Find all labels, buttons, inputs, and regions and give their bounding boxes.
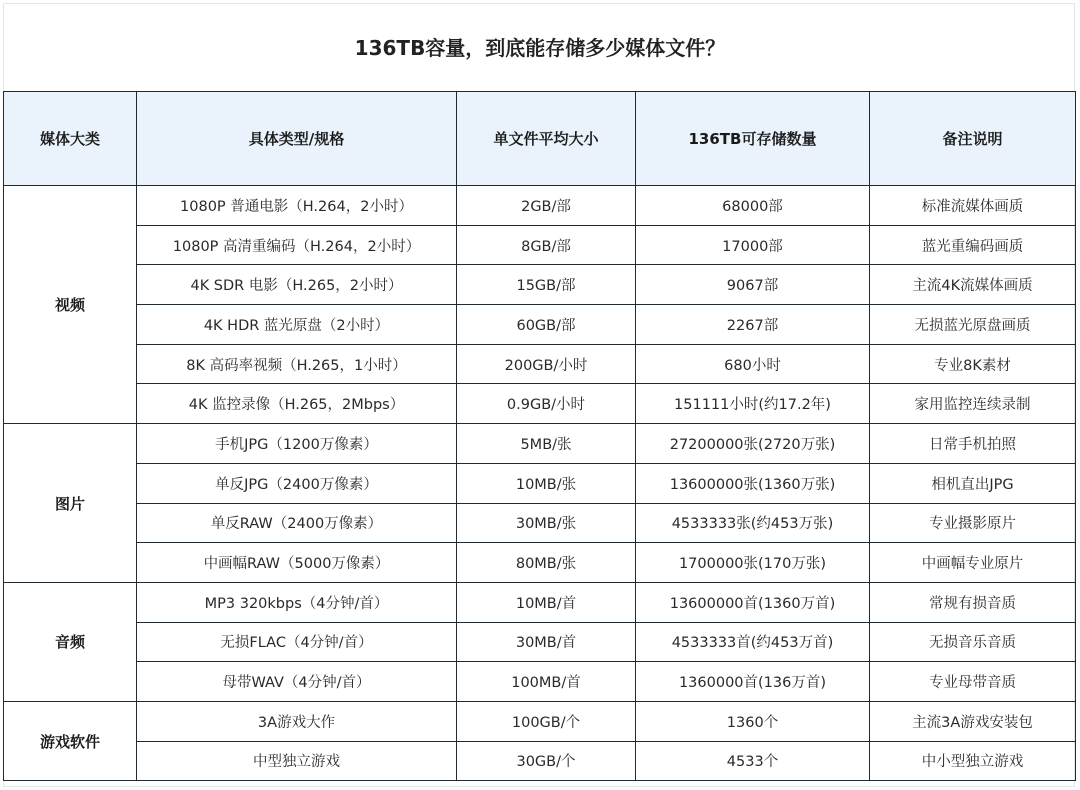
category-cell: 音频 [4, 582, 137, 701]
size-cell: 8GB/部 [457, 225, 636, 265]
type-cell: 4K 监控录像（H.265，2Mbps） [137, 384, 457, 424]
count-cell: 17000部 [636, 225, 870, 265]
table-row [4, 503, 1076, 543]
note-cell: 主流4K流媒体画质 [870, 265, 1076, 305]
header-count: 136TB可存储数量 [636, 92, 870, 186]
note-cell: 无损蓝光原盘画质 [870, 305, 1076, 345]
note-cell: 专业摄影原片 [870, 503, 1076, 543]
size-cell: 200GB/小时 [457, 344, 636, 384]
type-cell: 3A游戏大作 [137, 701, 457, 741]
type-cell: 中画幅RAW（5000万像素） [137, 543, 457, 583]
note-cell: 日常手机拍照 [870, 424, 1076, 464]
table-row [4, 622, 1076, 662]
table-row [4, 344, 1076, 384]
type-cell: 1080P 普通电影（H.264，2小时） [137, 186, 457, 226]
type-cell: 手机JPG（1200万像素） [137, 424, 457, 464]
count-cell: 1360000首(136万首) [636, 662, 870, 702]
size-cell: 60GB/部 [457, 305, 636, 345]
type-cell: 1080P 高清重编码（H.264，2小时） [137, 225, 457, 265]
size-cell: 30MB/首 [457, 622, 636, 662]
type-cell: 单反RAW（2400万像素） [137, 503, 457, 543]
note-cell: 相机直出JPG [870, 463, 1076, 503]
table-row [4, 384, 1076, 424]
type-cell: 4K HDR 蓝光原盘（2小时） [137, 305, 457, 345]
type-cell: 单反JPG（2400万像素） [137, 463, 457, 503]
size-cell: 5MB/张 [457, 424, 636, 464]
count-cell: 13600000张(1360万张) [636, 463, 870, 503]
table-row [4, 186, 1076, 226]
count-cell: 1700000张(170万张) [636, 543, 870, 583]
size-cell: 30GB/个 [457, 741, 636, 781]
note-cell: 专业8K素材 [870, 344, 1076, 384]
note-cell: 中小型独立游戏 [870, 741, 1076, 781]
note-cell: 家用监控连续录制 [870, 384, 1076, 424]
type-cell: 8K 高码率视频（H.265，1小时） [137, 344, 457, 384]
table-row [4, 701, 1076, 741]
type-cell: 4K SDR 电影（H.265，2小时） [137, 265, 457, 305]
table-header-row [4, 92, 1076, 186]
header-size: 单文件平均大小 [457, 92, 636, 186]
size-cell: 15GB/部 [457, 265, 636, 305]
count-cell: 13600000首(1360万首) [636, 582, 870, 622]
table-row [4, 265, 1076, 305]
category-cell: 游戏软件 [4, 701, 137, 780]
table-row [4, 305, 1076, 345]
type-cell: 母带WAV（4分钟/首） [137, 662, 457, 702]
type-cell: 无损FLAC（4分钟/首） [137, 622, 457, 662]
table-row [4, 662, 1076, 702]
note-cell: 专业母带音质 [870, 662, 1076, 702]
table-body [4, 186, 1076, 781]
media-storage-table [3, 91, 1076, 781]
note-cell: 常规有损音质 [870, 582, 1076, 622]
header-type: 具体类型/规格 [137, 92, 457, 186]
size-cell: 100MB/首 [457, 662, 636, 702]
table-row [4, 582, 1076, 622]
note-cell: 无损音乐音质 [870, 622, 1076, 662]
table-row [4, 225, 1076, 265]
type-cell: MP3 320kbps（4分钟/首） [137, 582, 457, 622]
count-cell: 4533个 [636, 741, 870, 781]
size-cell: 0.9GB/小时 [457, 384, 636, 424]
size-cell: 10MB/张 [457, 463, 636, 503]
category-cell: 图片 [4, 424, 137, 583]
size-cell: 80MB/张 [457, 543, 636, 583]
header-note: 备注说明 [870, 92, 1076, 186]
table-row [4, 741, 1076, 781]
size-cell: 30MB/张 [457, 503, 636, 543]
count-cell: 27200000张(2720万张) [636, 424, 870, 464]
type-cell: 中型独立游戏 [137, 741, 457, 781]
count-cell: 680小时 [636, 344, 870, 384]
count-cell: 4533333首(约453万首) [636, 622, 870, 662]
note-cell: 主流3A游戏安装包 [870, 701, 1076, 741]
table-row [4, 543, 1076, 583]
size-cell: 10MB/首 [457, 582, 636, 622]
size-cell: 100GB/个 [457, 701, 636, 741]
table-row [4, 463, 1076, 503]
count-cell: 9067部 [636, 265, 870, 305]
size-cell: 2GB/部 [457, 186, 636, 226]
count-cell: 151111小时(约17.2年) [636, 384, 870, 424]
count-cell: 68000部 [636, 186, 870, 226]
note-cell: 中画幅专业原片 [870, 543, 1076, 583]
count-cell: 1360个 [636, 701, 870, 741]
count-cell: 2267部 [636, 305, 870, 345]
table-row [4, 424, 1076, 464]
note-cell: 蓝光重编码画质 [870, 225, 1076, 265]
header-category: 媒体大类 [4, 92, 137, 186]
count-cell: 4533333张(约453万张) [636, 503, 870, 543]
note-cell: 标准流媒体画质 [870, 186, 1076, 226]
page-title: 136TB容量，到底能存储多少媒体文件？ [354, 35, 726, 60]
category-cell: 视频 [4, 186, 137, 424]
